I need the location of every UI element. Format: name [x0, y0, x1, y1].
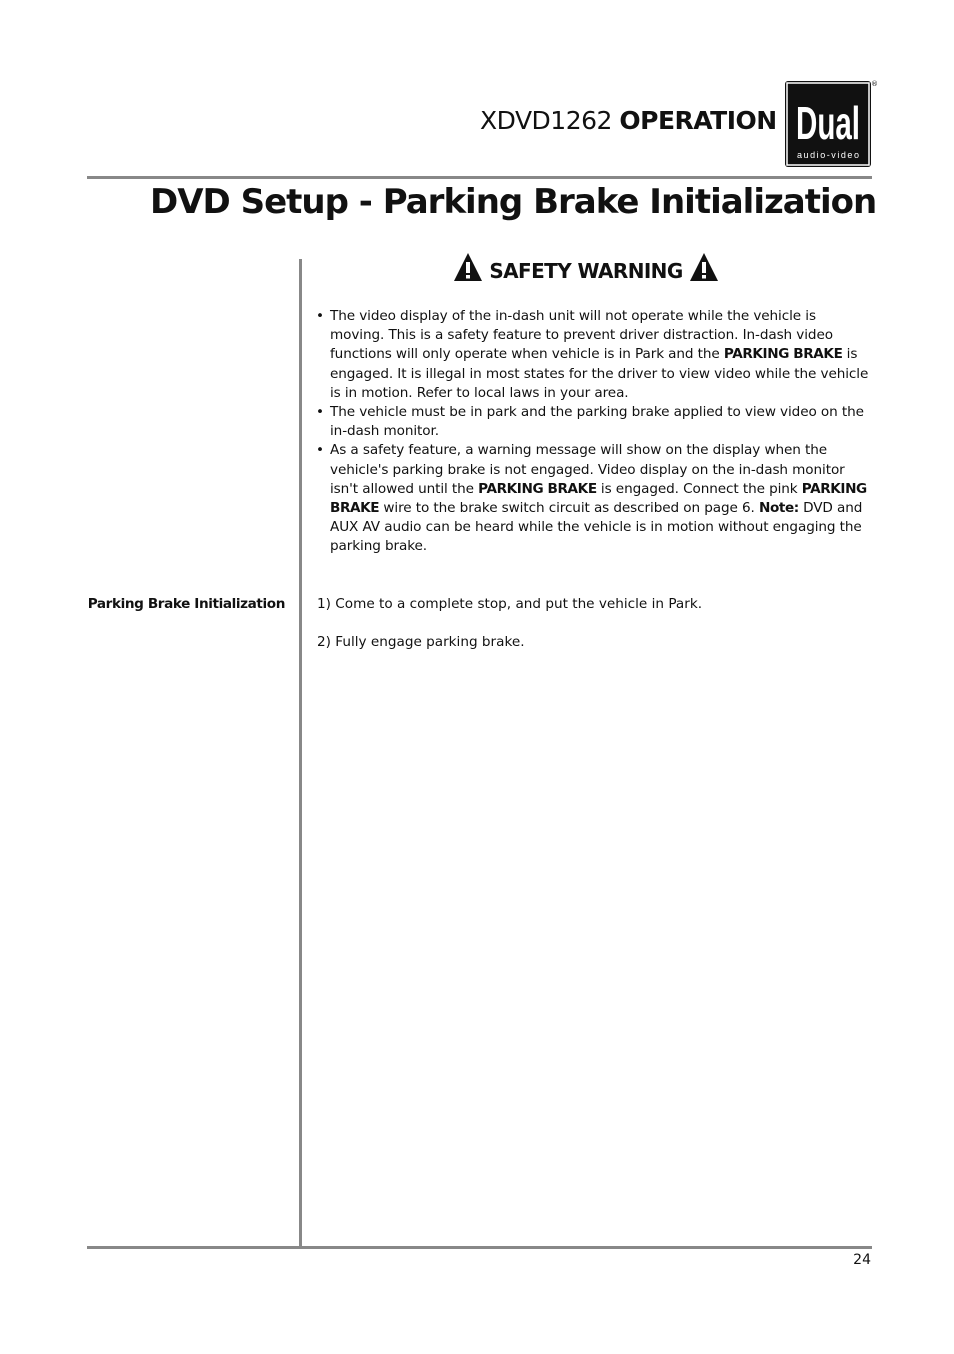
list-item	[316, 441, 872, 556]
list-item	[316, 403, 872, 441]
bullet-icon: •	[316, 404, 324, 421]
column-divider	[299, 259, 302, 1248]
safety-bullet-list	[316, 307, 872, 557]
page-title: DVD Setup - Parking Brake Initialization	[150, 182, 877, 222]
keyword-parking-brake: PARKING BRAKE	[478, 480, 597, 497]
step-item: 2) Fully engage parking brake.	[317, 634, 525, 650]
warning-icon	[689, 252, 719, 282]
list-item	[316, 307, 872, 403]
dual-logo	[785, 81, 871, 167]
safety-warning-text: SAFETY WARNING	[489, 259, 683, 283]
bullet-text: is engaged. It is illegal in most states for the driver to view video while the vehicle is in motion. Refer to local laws in your area.	[330, 346, 869, 401]
bullet-text: wire to the brake switch circuit as described on page 6.	[379, 500, 759, 517]
step-item: 1) Come to a complete stop, and put the vehicle in Park.	[317, 596, 703, 612]
bullet-icon: •	[316, 442, 324, 459]
top-divider	[87, 176, 872, 179]
section-label: Parking Brake Initialization	[87, 596, 285, 612]
logo-subtext: audio-video	[797, 150, 859, 160]
bullet-text: As a safety feature, a warning message will show on the display when the vehicle's parking brake is not engaged. Video display on the in-dash monitor isn't allowed until the	[330, 442, 845, 497]
logo-text: Dual	[796, 97, 860, 149]
keyword-note: Note:	[758, 500, 799, 517]
operation-label: OPERATION	[619, 106, 777, 135]
keyword-parking-brake: PARKING BRAKE	[330, 480, 867, 517]
safety-warning-heading	[302, 252, 870, 283]
bullet-icon: •	[316, 308, 324, 324]
bullet-text: DVD and AUX AV audio can be heard while the vehicle is in motion without engaging the parking brake.	[330, 500, 863, 555]
dual-logo-graphic	[785, 81, 871, 167]
header-title	[480, 106, 777, 135]
bullet-text: The vehicle must be in park and the parking brake applied to view video on the in-dash monitor.	[330, 404, 864, 440]
registered-mark: ®	[871, 80, 878, 88]
bottom-divider	[87, 1246, 872, 1249]
keyword-parking-brake: PARKING BRAKE	[723, 346, 843, 363]
bullet-text: The video display of the in-dash unit will not operate while the vehicle is moving. This is a safety feature to prevent driver distraction. In-dash video functions will only operate when vehicle is in Park and the	[330, 308, 833, 363]
warning-icon	[453, 252, 483, 282]
bullet-text: is engaged. Connect the pink	[596, 480, 802, 497]
model-number: XDVD1262	[480, 106, 612, 135]
page-number: 24	[853, 1252, 871, 1268]
